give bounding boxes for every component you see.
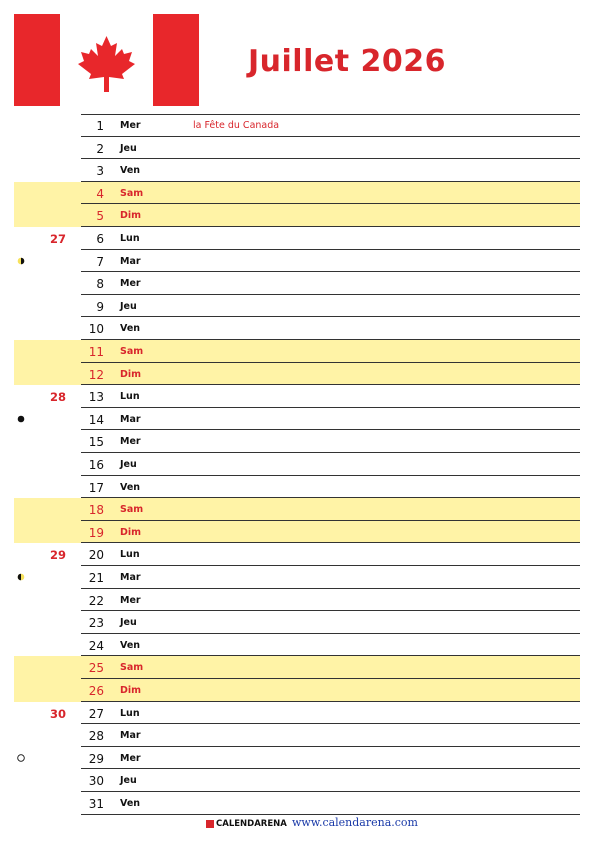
weekday-name: Mar (120, 572, 141, 583)
footer-website-link[interactable]: www.calendarena.com (292, 816, 418, 829)
week-number: 30 (49, 706, 66, 721)
footer (0, 815, 595, 833)
day-number: 28 (88, 729, 104, 744)
calendar-day-row (0, 363, 595, 386)
weekday-name: Mar (120, 730, 141, 742)
calendar-day-row (0, 747, 595, 770)
calendar-day-row (0, 317, 595, 340)
calendar-day-row (0, 182, 595, 205)
day-number: 11 (88, 345, 104, 359)
calendar-day-row (0, 227, 595, 250)
page-title: Juillet 2026 (248, 44, 446, 79)
day-number: 31 (88, 797, 104, 811)
weekday-name: Lun (120, 549, 140, 561)
first-quarter-moon-icon (17, 257, 25, 265)
day-number: 30 (88, 774, 104, 789)
day-number: 3 (96, 164, 104, 179)
weekday-name: Jeu (120, 142, 137, 154)
day-number: 1 (96, 119, 104, 133)
weekday-name: Jeu (120, 775, 137, 787)
day-number: 4 (96, 186, 104, 201)
day-number: 18 (88, 503, 104, 518)
calendar-day-row (0, 521, 595, 544)
weekday-name: Jeu (120, 300, 137, 312)
calendar-day-row (0, 566, 595, 589)
calendar-day-row (0, 137, 595, 160)
calendar-day-row (0, 430, 595, 453)
day-number: 7 (96, 254, 104, 269)
weekday-name: Sam (120, 662, 144, 674)
day-number: 27 (88, 706, 104, 721)
day-number: 24 (88, 638, 104, 653)
calendar-day-row (0, 408, 595, 431)
weekday-name: Ven (120, 481, 141, 493)
day-number: 6 (96, 232, 104, 246)
weekday-name: Lun (120, 233, 140, 244)
weekday-name: Dim (120, 526, 142, 538)
day-number: 8 (96, 277, 104, 292)
weekday-name: Dim (120, 210, 142, 222)
footer-brand: CALENDARENA (216, 819, 287, 829)
grid-top-border (81, 114, 580, 115)
weekday-name: Mer (120, 278, 141, 290)
weekday-name: Dim (120, 685, 142, 696)
day-number: 29 (88, 751, 104, 766)
calendar-day-row (0, 295, 595, 318)
calendar-day-row (0, 204, 595, 227)
day-number: 16 (88, 458, 104, 472)
weekday-name: Ven (120, 323, 141, 335)
day-number: 10 (88, 322, 104, 337)
calendar-day-row (0, 792, 595, 815)
week-number: 27 (49, 232, 66, 246)
calendar-day-row (0, 250, 595, 273)
last-quarter-moon-icon (17, 573, 25, 581)
week-number: 29 (49, 548, 66, 563)
day-number: 17 (88, 480, 104, 495)
weekday-name: Mer (120, 594, 141, 606)
calendar-day-row (0, 476, 595, 499)
weekday-name: Ven (120, 639, 141, 651)
weekday-name: Jeu (120, 459, 137, 470)
new-moon-icon (17, 415, 25, 423)
flag-left-band (14, 14, 60, 106)
calendar-day-row (0, 769, 595, 792)
maple-leaf-icon (69, 34, 144, 94)
calendar-day-row (0, 543, 595, 566)
calendar-day-row (0, 340, 595, 363)
calendar-day-row (0, 114, 595, 137)
day-number: 26 (88, 684, 104, 698)
day-number: 14 (88, 412, 104, 427)
calendar-day-row (0, 498, 595, 521)
day-number: 19 (88, 525, 104, 540)
calendar-day-row (0, 159, 595, 182)
day-number: 20 (88, 548, 104, 563)
day-number: 21 (88, 571, 104, 585)
calendar-day-row (0, 385, 595, 408)
weekday-name: Sam (120, 346, 144, 357)
week-number: 28 (49, 390, 66, 405)
weekday-name: Mer (120, 752, 141, 764)
canada-flag (14, 14, 199, 106)
full-moon-icon (17, 754, 25, 762)
day-number: 9 (96, 299, 104, 314)
calendar-day-row (0, 634, 595, 657)
calendar-day-row (0, 453, 595, 476)
day-number: 25 (88, 661, 104, 676)
calendar-day-row (0, 679, 595, 702)
calendar-day-row (0, 656, 595, 679)
day-number: 13 (88, 390, 104, 405)
day-number: 2 (96, 141, 104, 156)
calendar-day-row (0, 724, 595, 747)
day-number: 12 (88, 367, 104, 382)
flag-right-band (153, 14, 199, 106)
weekday-name: Jeu (120, 617, 137, 629)
holiday-label: la Fête du Canada (193, 120, 280, 131)
day-number: 22 (88, 593, 104, 608)
weekday-name: Lun (120, 391, 140, 403)
calendar-day-row (0, 272, 595, 295)
weekday-name: Dim (120, 368, 142, 380)
calendar-icon (206, 820, 214, 828)
day-number: 23 (88, 616, 104, 631)
weekday-name: Mar (120, 255, 141, 267)
weekday-name: Sam (120, 504, 144, 516)
weekday-name: Sam (120, 187, 144, 199)
calendar-day-row (0, 702, 595, 725)
weekday-name: Mar (120, 413, 141, 425)
weekday-name: Mer (120, 436, 141, 448)
weekday-name: Ven (120, 798, 141, 809)
weekday-name: Mer (120, 120, 141, 131)
calendar-day-row (0, 589, 595, 612)
day-number: 15 (88, 435, 104, 450)
calendar-day-row (0, 611, 595, 634)
weekday-name: Lun (120, 707, 140, 719)
day-number: 5 (96, 209, 104, 224)
weekday-name: Ven (120, 165, 141, 177)
